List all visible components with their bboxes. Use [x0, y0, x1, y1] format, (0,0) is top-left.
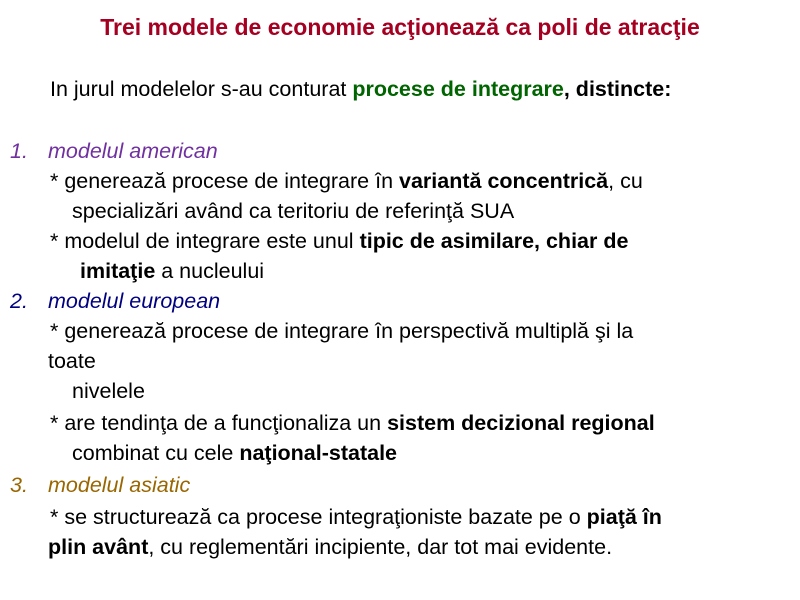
- model-2-point-2-text: * are tendinţa de a funcţionaliza un: [50, 411, 388, 435]
- model-3-point-1-line-1: [50, 502, 662, 532]
- model-1-point-1-suffix: , cu: [608, 169, 643, 193]
- model-1-point-2-line-1: [50, 226, 628, 256]
- model-3-point-1-bold: piaţă în: [586, 505, 662, 529]
- model-2-point-2-line-2: [72, 438, 397, 468]
- model-1-point-2-line-2: [80, 256, 264, 286]
- model-2-number: 2.: [10, 289, 28, 313]
- model-1-number: 1.: [10, 139, 28, 163]
- model-3-point-1-bold-cont: plin avânt: [48, 535, 149, 559]
- model-3-point-1-suffix: , cu reglementări incipiente, dar tot mai evidente.: [148, 535, 613, 559]
- model-2-point-2-bold-cont: naţional-statale: [239, 441, 398, 465]
- model-3-point-1-line-2: [48, 532, 612, 562]
- model-1-point-2-bold: tipic de asimilare, chiar de: [359, 229, 629, 253]
- model-3-number: 3.: [10, 473, 28, 497]
- intro-suffix: , distincte:: [563, 77, 672, 101]
- model-1-point-1-bold: variantă concentrică: [399, 169, 609, 193]
- intro-highlight: procese de integrare: [352, 77, 564, 101]
- model-3-title: modelul asiatic: [48, 473, 191, 497]
- model-1-point-2-bold-cont: imitaţie: [80, 259, 156, 283]
- intro-text: In jurul modelelor s-au conturat: [50, 77, 353, 101]
- model-1-point-1-line-1: [50, 166, 643, 196]
- model-2-point-2-bold: sistem decizional regional: [387, 411, 655, 435]
- model-2-point-1-line-3: nivelele: [72, 379, 145, 403]
- model-1-point-2-text: * modelul de integrare este unul: [50, 229, 360, 253]
- slide-title: Trei modele de economie acţionează ca poli de atracţie: [100, 14, 700, 40]
- model-2-point-1-line-1: * generează procese de integrare în perspectivă multiplă şi la: [50, 319, 634, 343]
- model-2-point-1-line-2: toate: [48, 349, 96, 373]
- model-1-point-1-line-2: specializări având ca teritoriu de referinţă SUA: [72, 199, 515, 223]
- model-3-point-1-text: * se structurează ca procese integraţioniste bazate pe o: [50, 505, 587, 529]
- model-1-point-1-text: * generează procese de integrare în: [50, 169, 400, 193]
- model-2-point-2-line-1: [50, 408, 655, 438]
- model-1-title: modelul american: [48, 139, 218, 163]
- model-2-title: modelul european: [48, 289, 221, 313]
- model-1-point-2-suffix: a nucleului: [155, 259, 265, 283]
- model-2-point-2-text-cont: combinat cu cele: [72, 441, 240, 465]
- intro-line: [50, 74, 671, 104]
